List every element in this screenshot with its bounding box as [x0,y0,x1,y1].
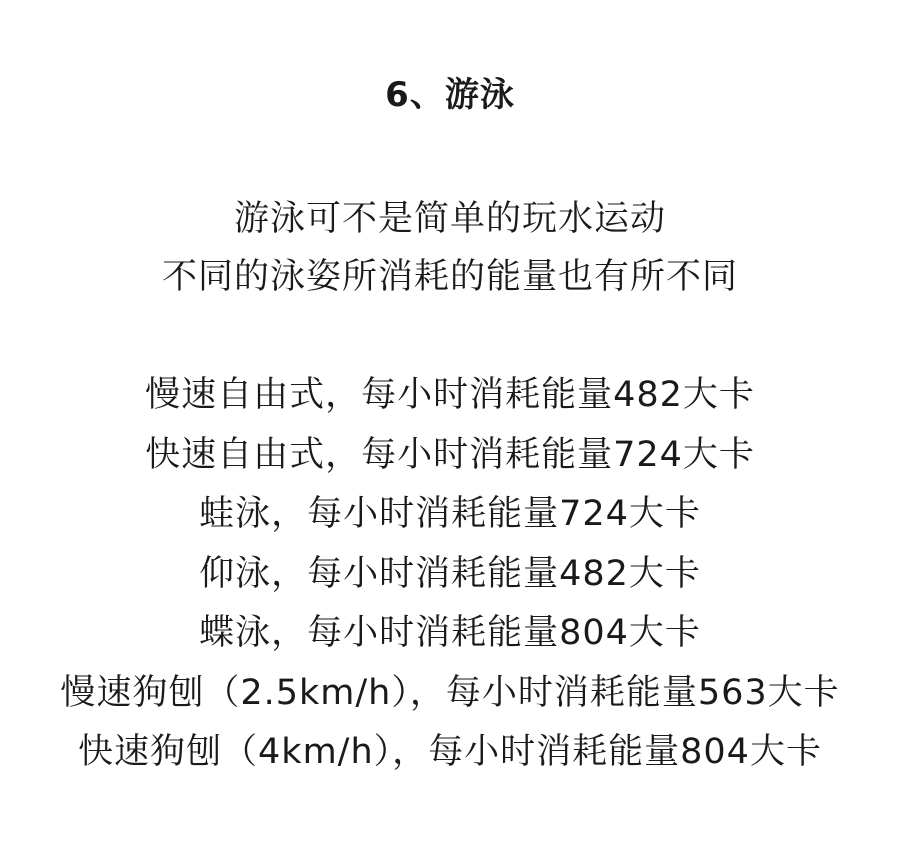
calorie-list [0,366,900,783]
intro-line: 游泳可不是简单的玩水运动 [233,199,666,239]
intro-line: 不同的泳姿所消耗的能量也有所不同 [161,257,738,297]
section-title: 6、游泳 [385,75,515,115]
calorie-item-butterfly: 蝶泳，每小时消耗能量804大卡 [199,613,701,653]
calorie-item-breaststroke: 蛙泳，每小时消耗能量724大卡 [199,494,701,534]
calorie-item-fast-dog-paddle: 快速狗刨（4km/h），每小时消耗能量804大卡 [78,732,822,772]
intro-paragraph [0,190,900,306]
calorie-item-backstroke: 仰泳，每小时消耗能量482大卡 [199,553,701,594]
calorie-item-slow-freestyle: 慢速自由式，每小时消耗能量482大卡 [145,375,755,415]
calorie-item-slow-dog-paddle: 慢速狗刨（2.5km/h），每小时消耗能量563大卡 [60,672,840,713]
calorie-item-fast-freestyle: 快速自由式，每小时消耗能量724大卡 [145,434,755,475]
